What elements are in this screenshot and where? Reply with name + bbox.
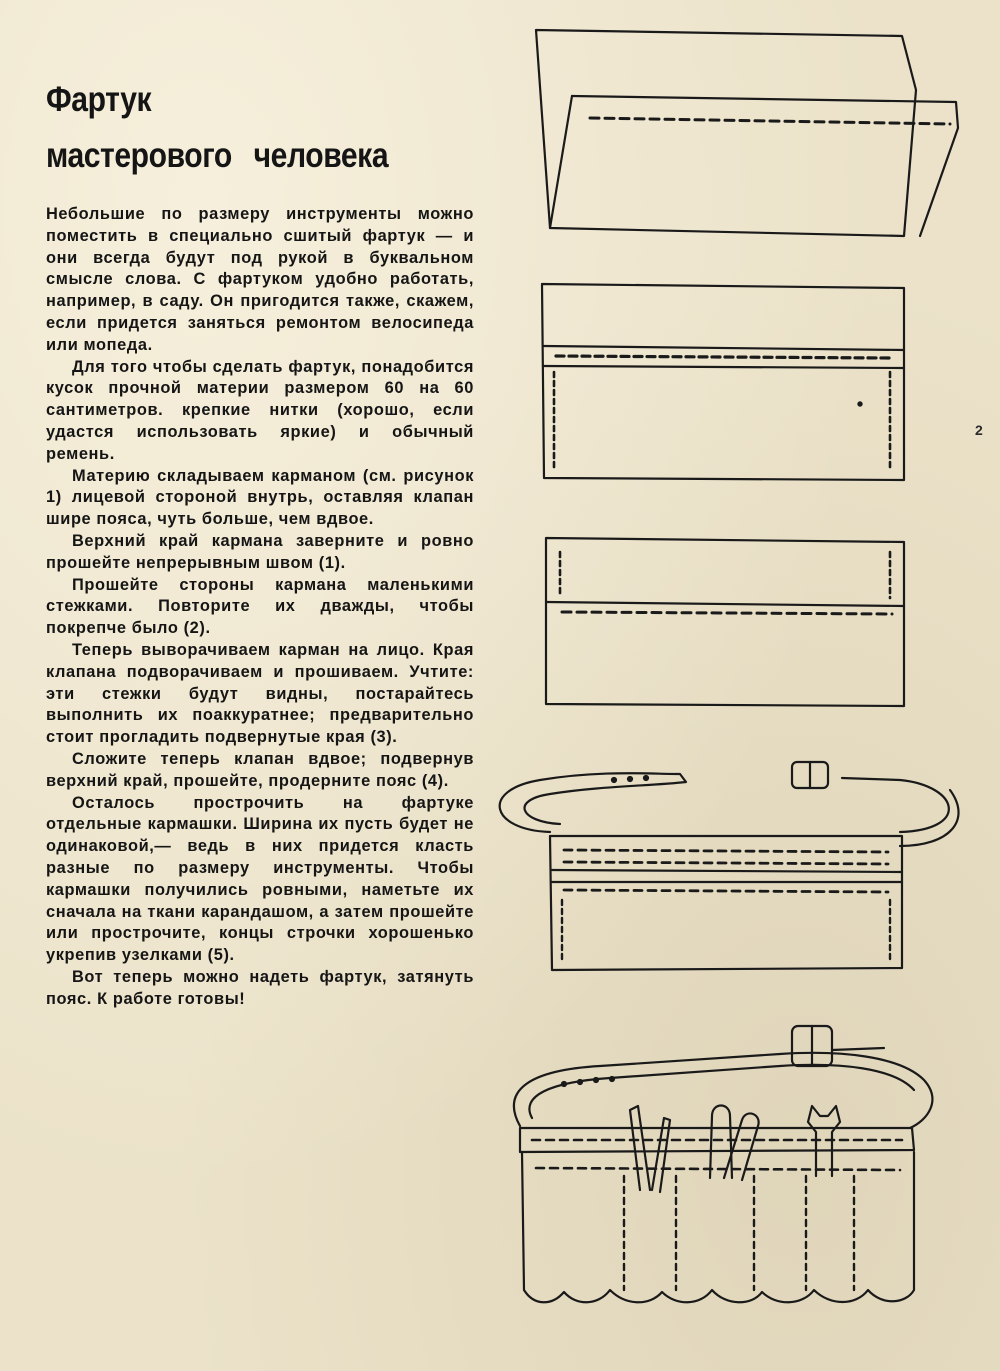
- paragraph-step-5: Осталось прострочить на фартуке отдельные кармашки. Ширина их пусть будет не одинаковой,— ведь в них придется класть разные по размеру инструменты. Чтобы кармашки получились ровными, наметьте их сначала на ткани карандашом, а затем прошейте или прострочите, концы строчки хорошенько укрепив узелками (5).: [46, 793, 474, 965]
- title-line-2: мастерового человека: [46, 136, 389, 175]
- fold-diagram: [536, 30, 958, 236]
- paragraph-final: Вот теперь можно надеть фартук, затянуть пояс. К работе готовы!: [46, 967, 474, 1008]
- article-column: [46, 72, 474, 1010]
- illustrations-column: [480, 0, 1000, 1371]
- paragraph-step-2: Прошейте стороны кармана маленькими стежками. Повторите их дважды, чтобы покрепче было (2).: [46, 575, 474, 638]
- paragraph-step-fold: Материю складываем карманом (см. рисунок 1) лицевой стороной внутрь, оставляя клапан шире пояса, чуть больше, чем вдвое.: [46, 466, 474, 529]
- paragraph-intro: Небольшие по размеру инструменты можно поместить в специально сшитый фартук — и они всегда будут под рукой в буквальном смысле слова. С фартуком удобно работать, например, в саду. Он пригодится также, скажем, если придется заняться ремонтом велосипеда или мопеда.: [46, 205, 474, 354]
- stitched-pocket-diagram: [542, 284, 904, 480]
- paragraph-step-4: Сложите теперь клапан вдвое; подвернув верхний край, прошейте, продерните пояс (4).: [46, 749, 474, 790]
- article-body: [46, 204, 474, 1010]
- belt-threaded-diagram: [500, 762, 959, 970]
- hemmed-flap-diagram: [546, 538, 904, 706]
- figure-number-2: 2: [975, 422, 983, 438]
- title-line-1: Фартук: [46, 80, 152, 119]
- paragraph-step-1: Верхний край кармана заверните и ровно прошейте непрерывным швом (1).: [46, 531, 474, 572]
- paragraph-step-3: Теперь выворачиваем карман на лицо. Края клапана подворачиваем и прошиваем. Учтите: эти стежки будут видны, постарайтесь выполнить их поаккуратнее; предварительно стоит прогладить подвернутые края (3).: [46, 640, 474, 747]
- article-title: [46, 72, 414, 184]
- paragraph-materials: Для того чтобы сделать фартук, понадобится кусок прочной материи размером 60 на 60 сантиметров. крепкие нитки (хорошо, если удастся использовать яркие) и обычный ремень.: [46, 357, 474, 463]
